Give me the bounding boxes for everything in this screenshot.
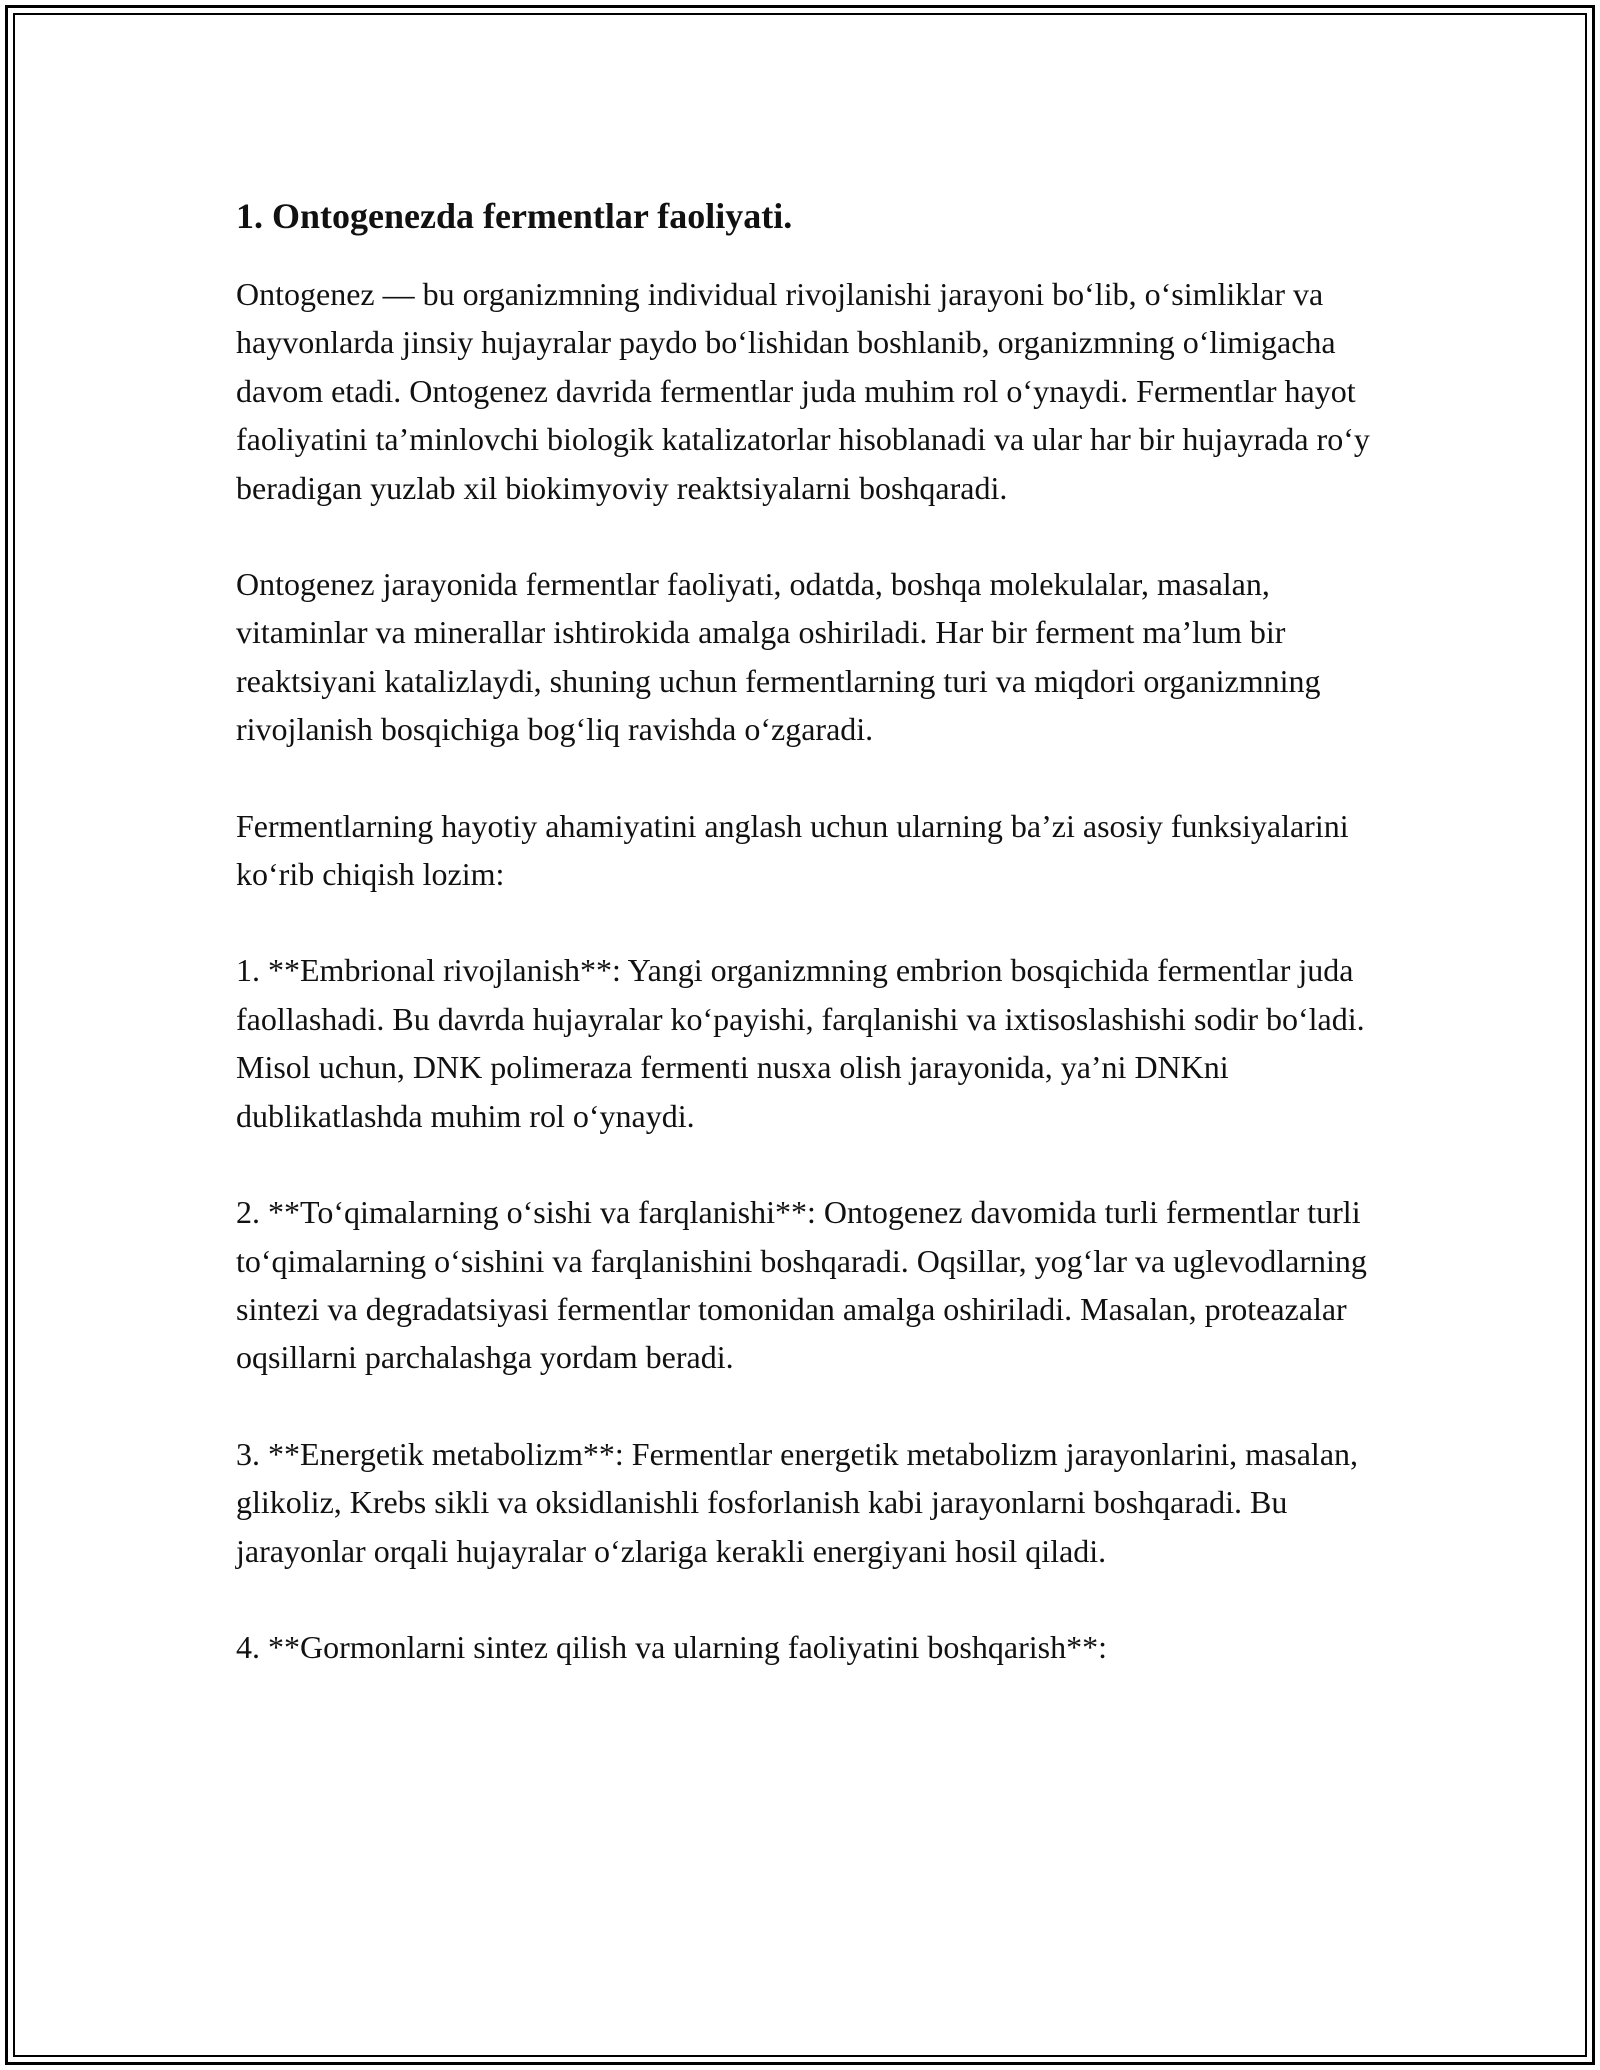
list-item-energy-metabolism: 3. **Energetik metabolizm**: Fermentlar energetik metabolizm jarayonlarini, masalan, glikoliz, Krebs sikli va oksidlanishli fosforlanish kabi jarayonlarni boshqaradi. Bu jarayonlar orqali hujayralar o‘zlariga kerakli energiyani hosil qiladi. — [236, 1435, 1359, 1569]
document-body — [236, 190, 1386, 1719]
paragraph-functions-lead: Fermentlarning hayotiy ahamiyatini anglash uchun ularning ba’zi asosiy funksiyalarini ko‘rib chiqish lozim: — [236, 807, 1349, 893]
list-item-embryonic: 1. **Embrional rivojlanish**: Yangi organizmning embrion bosqichida fermentlar juda faollashadi. Bu davrda hujayralar ko‘payishi, farqlanishi va ixtisoslashishi sodir bo‘ladi. Misol uchun, DNK polimeraza fermenti nusxa olish jarayonida, ya’ni DNKni dublikatlashda muhim rol o‘ynaydi. — [236, 952, 1365, 1134]
list-item-tissue-growth: 2. **To‘qimalarning o‘sishi va farqlanishi**: Ontogenez davomida turli fermentlar turli to‘qimalarning o‘sishini va farqlanishini boshqaradi. Oqsillar, yog‘lar va uglevodlarning sintezi va degradatsiyasi fermentlar tomonidan amalga oshiriladi. Masalan, proteazalar oqsillarni parchalashga yordam beradi. — [236, 1194, 1367, 1376]
paragraph-intro: Ontogenez — bu organizmning individual rivojlanishi jarayoni bo‘lib, o‘simliklar va hayvonlarda jinsiy hujayralar paydo bo‘lishidan boshlanib, organizmning o‘limigacha davom etadi. Ontogenez davrida fermentlar juda muhim rol o‘ynaydi. Fermentlar hayot faoliyatini ta’minlovchi biologik katalizatorlar hisoblanadi va ular har bir hujayrada ro‘y beradigan yuzlab xil biokimyoviy reaktsiyalarni boshqaradi. — [236, 276, 1370, 506]
paragraph-enzyme-activity: Ontogenez jarayonida fermentlar faoliyati, odatda, boshqa molekulalar, masalan, vitaminlar va minerallar ishtirokida amalga oshiriladi. Har bir ferment ma’lum bir reaktsiyani katalizlaydi, shuning uchun fermentlarning turi va miqdori organizmning rivojlanish bosqichiga bog‘liq ravishda o‘zgaradi. — [236, 566, 1321, 748]
list-item-hormones: 4. **Gormonlarni sintez qilish va ularning faoliyatini boshqarish**: — [236, 1628, 1107, 1665]
document-heading: 1. Ontogenezda fermentlar faoliyati. — [236, 196, 793, 236]
